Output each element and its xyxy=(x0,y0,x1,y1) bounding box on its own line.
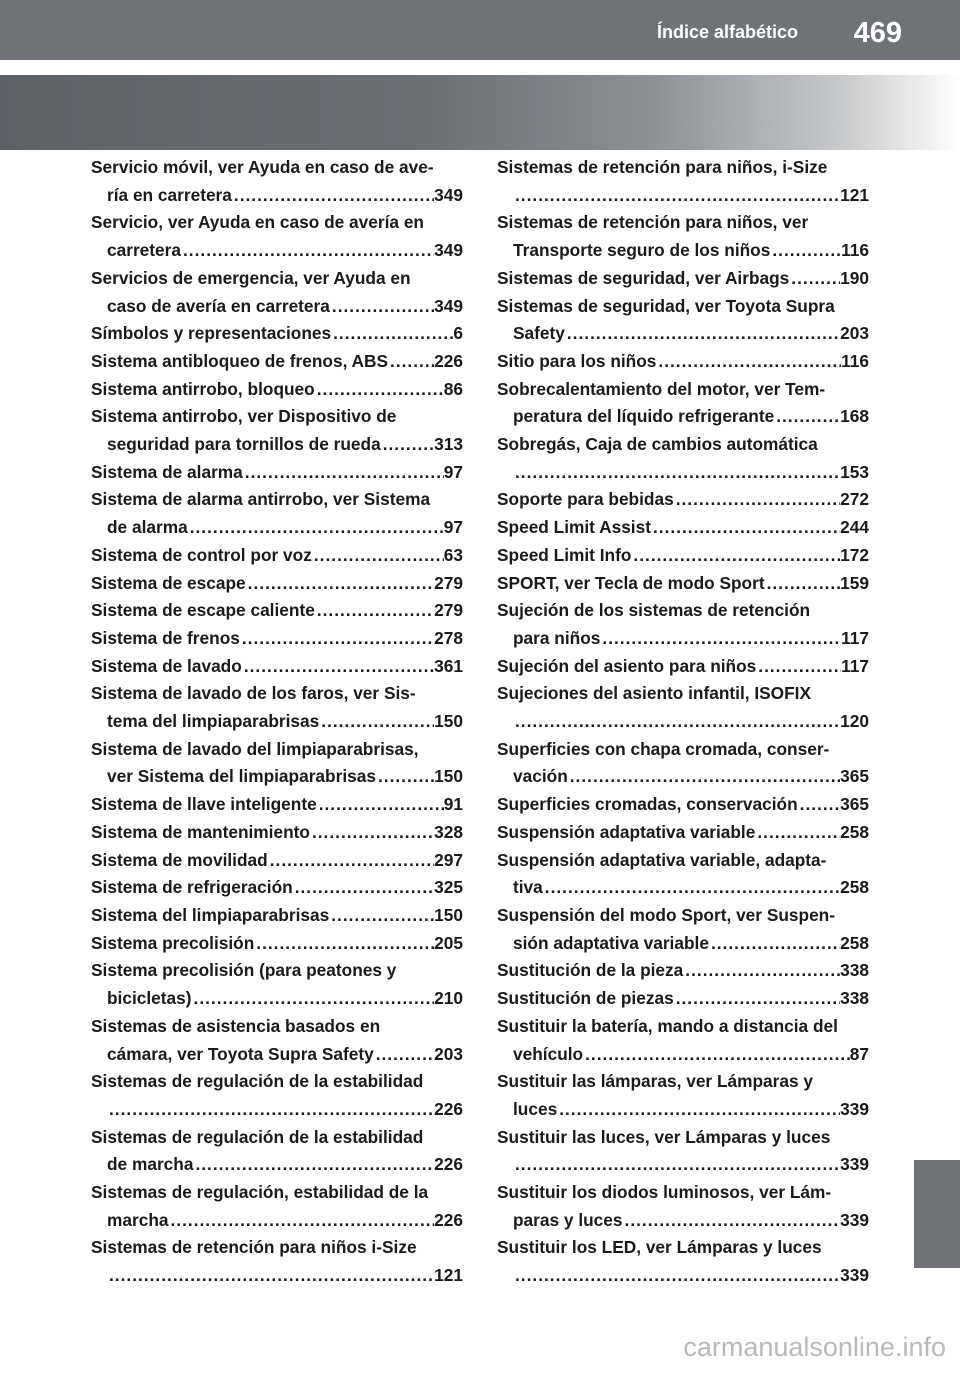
index-entry-last-line xyxy=(497,237,869,265)
dot-leader xyxy=(254,930,434,958)
index-entry-page: 339 xyxy=(840,1265,869,1286)
index-entry-last-line xyxy=(91,625,463,653)
index-entry xyxy=(91,154,463,209)
index-entry xyxy=(91,376,463,404)
index-entry-last-line xyxy=(497,1207,869,1235)
index-entry-last-line xyxy=(91,1096,463,1124)
index-entry xyxy=(497,847,869,902)
index-entry-page: 258 xyxy=(840,877,869,898)
dot-leader xyxy=(293,874,434,902)
index-entry xyxy=(91,625,463,653)
index-entry-last-line xyxy=(91,182,463,210)
index-entry xyxy=(91,819,463,847)
index-entry-last-line xyxy=(497,625,869,653)
dot-leader xyxy=(192,985,435,1013)
index-entry-text: Sujeción del asiento para niños xyxy=(497,655,757,676)
index-entry-text: Sistema antirrobo, bloqueo xyxy=(91,378,315,399)
dot-leader xyxy=(789,265,840,293)
dot-leader xyxy=(374,1041,434,1069)
index-entry-page: 97 xyxy=(443,461,463,482)
index-entry-text: Sistema de frenos xyxy=(91,627,240,648)
index-entry-last-line xyxy=(497,542,869,570)
index-entry xyxy=(91,570,463,598)
index-entry xyxy=(91,486,463,541)
index-entry-line: Sistema precolisión (para peatones y xyxy=(91,960,397,981)
index-entry-last-line xyxy=(497,1262,869,1290)
decorative-banner xyxy=(0,75,960,150)
index-entry-page: 117 xyxy=(841,655,869,676)
index-entry xyxy=(91,957,463,1012)
index-entry-last-line xyxy=(91,514,463,542)
index-entry-last-line xyxy=(91,847,463,875)
index-entry-page: 159 xyxy=(840,572,869,593)
index-entry-line: Servicio, ver Ayuda en caso de avería en xyxy=(91,212,424,233)
dot-leader xyxy=(188,514,444,542)
dot-leader xyxy=(513,182,840,210)
index-entry-text: Sistema de mantenimiento xyxy=(91,821,310,842)
index-entry-page: 210 xyxy=(434,988,463,1009)
index-entry-page: 349 xyxy=(434,184,463,205)
index-entry-line: Sustituir los diodos luminosos, ver Lám- xyxy=(497,1182,832,1203)
index-entry xyxy=(497,653,869,681)
index-entry xyxy=(497,486,869,514)
index-entry-last-line xyxy=(497,819,869,847)
index-entry-text: Suspensión adaptativa variable xyxy=(497,821,756,842)
chapter-tab xyxy=(914,1160,960,1268)
index-entry-page: 190 xyxy=(840,267,869,288)
index-entry-text: Sistema de control por voz xyxy=(91,544,312,565)
index-entry xyxy=(497,514,869,542)
dot-leader xyxy=(319,708,434,736)
index-entry-text: para niños xyxy=(513,627,601,648)
index-entry-text: vación xyxy=(513,766,568,787)
index-entry-text: Superficies cromadas, conservación xyxy=(497,794,798,815)
index-entry-text: Sitio para los niños xyxy=(497,350,657,371)
index-entry-last-line xyxy=(91,376,463,404)
index-entry-line: Sistema de alarma antirrobo, ver Sistema xyxy=(91,489,431,510)
index-entry-last-line xyxy=(497,403,869,431)
dot-leader xyxy=(543,874,840,902)
index-entry xyxy=(91,1124,463,1179)
index-entry-page: 226 xyxy=(434,1209,463,1230)
index-entry xyxy=(91,930,463,958)
index-entry-text: de alarma xyxy=(107,517,188,538)
index-entry-text: Speed Limit Assist xyxy=(497,517,651,538)
index-entry-page: 258 xyxy=(840,821,869,842)
index-entry-text: Sistema de refrigeración xyxy=(91,877,293,898)
index-entry-line: Sistema de lavado de los faros, ver Sis- xyxy=(91,683,416,704)
index-entry-line: Servicio móvil, ver Ayuda en caso de ave- xyxy=(91,157,434,177)
index-entry-text: caso de avería en carretera xyxy=(107,295,330,316)
index-entry xyxy=(497,736,869,791)
dot-leader xyxy=(232,182,434,210)
dot-leader xyxy=(181,237,434,265)
index-entry-page: 226 xyxy=(434,1098,463,1119)
index-entry-last-line xyxy=(91,1041,463,1069)
dot-leader xyxy=(568,763,840,791)
dot-leader xyxy=(583,1041,850,1069)
dot-leader xyxy=(331,320,453,348)
index-entry-page: 349 xyxy=(434,240,463,261)
index-entry-line: Servicios de emergencia, ver Ayuda en xyxy=(91,267,411,288)
section-title: Índice alfabético xyxy=(656,22,798,42)
index-entry-text: peratura del líquido refrigerante xyxy=(513,406,775,427)
index-entry xyxy=(91,736,463,791)
index-entry xyxy=(91,1068,463,1123)
index-entry-text: Sistema del limpiaparabrisas xyxy=(91,904,330,925)
index-entry-text: Sistema de escape xyxy=(91,572,246,593)
index-entry-page: 203 xyxy=(840,323,869,344)
index-entry-text: Safety xyxy=(513,323,565,344)
index-entry-last-line xyxy=(497,320,869,348)
index-entry-text: Sustitución de piezas xyxy=(497,988,674,1009)
index-entry-page: 91 xyxy=(443,794,463,815)
index-entry xyxy=(91,680,463,735)
dot-leader xyxy=(315,376,444,404)
dot-leader xyxy=(557,1096,840,1124)
index-entry-text: Sistema precolisión xyxy=(91,932,255,953)
index-entry-last-line xyxy=(91,763,463,791)
index-entry-page: 338 xyxy=(840,960,869,981)
index-entry xyxy=(91,403,463,458)
index-entry-page: 226 xyxy=(434,1154,463,1175)
dot-leader xyxy=(513,1262,840,1290)
index-entry xyxy=(497,1234,869,1289)
index-entry-last-line xyxy=(91,708,463,736)
dot-leader xyxy=(107,1262,434,1290)
index-entry-last-line xyxy=(91,819,463,847)
dot-leader xyxy=(565,320,840,348)
index-entry-page: 361 xyxy=(434,655,463,676)
header-bar xyxy=(0,0,960,60)
dot-leader xyxy=(683,957,840,985)
index-entry-text: carretera xyxy=(107,240,181,261)
dot-leader xyxy=(765,570,841,598)
page-number: 469 xyxy=(853,17,902,49)
index-entry xyxy=(497,791,869,819)
index-entry-last-line xyxy=(91,237,463,265)
index-entry xyxy=(497,1124,869,1179)
index-entry-line: Sistema de lavado del limpiaparabrisas, xyxy=(91,738,419,759)
watermark: carmanualsonline.info xyxy=(683,1332,946,1362)
index-entry-last-line xyxy=(91,930,463,958)
index-entry-line: Sobregás, Caja de cambios automática xyxy=(497,434,818,455)
index-entry xyxy=(91,1013,463,1068)
index-entry-last-line xyxy=(91,1207,463,1235)
index-entry-text: Sistema de llave inteligente xyxy=(91,794,317,815)
index-entry-text: marcha xyxy=(107,1209,169,1230)
dot-leader xyxy=(513,708,840,736)
index-entry-page: 6 xyxy=(453,323,463,344)
index-entry-last-line xyxy=(497,182,869,210)
index-entry-last-line xyxy=(497,348,869,376)
index-entry-last-line xyxy=(497,486,869,514)
index-entry xyxy=(497,542,869,570)
dot-leader xyxy=(774,403,840,431)
index-entry-page: 278 xyxy=(434,627,463,648)
index-entry-line: Suspensión del modo Sport, ver Suspen- xyxy=(497,904,835,925)
index-entry xyxy=(497,1179,869,1234)
index-entry-last-line xyxy=(497,570,869,598)
index-entry-line: Sistema antirrobo, ver Dispositivo de xyxy=(91,406,397,427)
index-entry xyxy=(497,957,869,985)
index-entry xyxy=(91,847,463,875)
index-entry xyxy=(91,348,463,376)
index-entry-page: 153 xyxy=(840,461,869,482)
index-entry-text: Sistemas de seguridad, ver Airbags xyxy=(497,267,790,288)
index-entry xyxy=(497,348,869,376)
index-entry-last-line xyxy=(91,542,463,570)
index-entry xyxy=(497,902,869,957)
index-entry-line: Sobrecalentamiento del motor, ver Tem- xyxy=(497,378,826,399)
dot-leader xyxy=(513,459,840,487)
index-entry-last-line xyxy=(91,791,463,819)
index-entry-page: 150 xyxy=(434,711,463,732)
index-entry-page: 339 xyxy=(840,1098,869,1119)
index-entry xyxy=(497,985,869,1013)
index-entry-last-line xyxy=(91,874,463,902)
index-entry xyxy=(91,209,463,264)
index-entry-page: 86 xyxy=(443,378,463,399)
index-entry-page: 226 xyxy=(434,350,463,371)
index-entry-page: 244 xyxy=(840,517,869,538)
dot-leader xyxy=(674,985,840,1013)
index-entry-last-line xyxy=(497,708,869,736)
index-entry xyxy=(91,1179,463,1234)
dot-leader xyxy=(388,348,434,376)
dot-leader xyxy=(656,348,841,376)
dot-leader xyxy=(376,763,434,791)
dot-leader xyxy=(651,514,840,542)
index-entry-last-line xyxy=(497,459,869,487)
index-entry xyxy=(497,209,869,264)
index-entry-text: Speed Limit Info xyxy=(497,544,632,565)
index-entry-last-line xyxy=(91,902,463,930)
index-entry-page: 121 xyxy=(840,184,869,205)
index-entry-text: Sistema de escape caliente xyxy=(91,600,315,621)
index-entry-text: tiva xyxy=(513,877,543,898)
index-entry-text: SPORT, ver Tecla de modo Sport xyxy=(497,572,765,593)
index-entry-page: 338 xyxy=(840,988,869,1009)
index-entry-page: 328 xyxy=(434,821,463,842)
index-entry-text: sión adaptativa variable xyxy=(513,932,709,953)
index-entry-last-line xyxy=(91,597,463,625)
dot-leader xyxy=(330,293,434,321)
index-entry-page: 168 xyxy=(840,406,869,427)
index-entry-text: Sistema antibloqueo de frenos, ABS xyxy=(91,350,389,371)
index-entry-page: 116 xyxy=(841,350,869,371)
index-entry xyxy=(497,376,869,431)
index-entry xyxy=(497,1013,869,1068)
index-entry xyxy=(497,680,869,735)
index-entry-last-line xyxy=(497,1096,869,1124)
dot-leader xyxy=(268,847,434,875)
index-entry-last-line xyxy=(497,791,869,819)
index-entry-last-line xyxy=(497,514,869,542)
index-entry xyxy=(91,902,463,930)
index-entry-last-line xyxy=(497,930,869,958)
index-entry xyxy=(91,542,463,570)
index-entry xyxy=(497,597,869,652)
index-entry xyxy=(497,1068,869,1123)
index-entry-page: 120 xyxy=(840,711,869,732)
index-entry-text: ver Sistema del limpiaparabrisas xyxy=(107,766,376,787)
index-entry-last-line xyxy=(497,957,869,985)
index-entry-page: 150 xyxy=(434,904,463,925)
index-entry xyxy=(91,265,463,320)
index-entry-line: Sistemas de regulación de la estabilidad xyxy=(91,1126,424,1147)
index-entry-page: 272 xyxy=(840,489,869,510)
dot-leader xyxy=(709,930,840,958)
dot-leader xyxy=(242,653,434,681)
index-entry-last-line xyxy=(91,570,463,598)
index-entry-page: 150 xyxy=(434,766,463,787)
index-entry-line: Sujeciones del asiento infantil, ISOFIX xyxy=(497,683,812,704)
index-column-left xyxy=(91,154,463,1290)
index-entry-line: Sistemas de retención para niños, ver xyxy=(497,212,809,233)
index-entry-page: 339 xyxy=(840,1209,869,1230)
index-column-right xyxy=(497,154,869,1290)
index-entry-last-line xyxy=(91,431,463,459)
index-entry-last-line xyxy=(497,653,869,681)
dot-leader xyxy=(312,542,444,570)
index-entry-last-line xyxy=(497,1151,869,1179)
index-entry-text: Sustitución de la pieza xyxy=(497,960,684,981)
index-entry-text: tema del limpiaparabrisas xyxy=(107,711,320,732)
index-entry-text: bicicletas) xyxy=(107,988,192,1009)
index-entry-text: Sistema de movilidad xyxy=(91,849,268,870)
index-entry-page: 121 xyxy=(434,1265,463,1286)
index-entry-last-line xyxy=(91,293,463,321)
index-entry-last-line xyxy=(497,874,869,902)
dot-leader xyxy=(315,597,434,625)
index-entry-line: Sustituir la batería, mando a distancia del xyxy=(497,1015,838,1036)
index-entry xyxy=(497,431,869,486)
index-entry-page: 63 xyxy=(443,544,463,565)
index-entry-last-line xyxy=(91,653,463,681)
index-entry-text: Soporte para bebidas xyxy=(497,489,674,510)
index-entry-line: Sistemas de asistencia basados en xyxy=(91,1015,381,1036)
index-entry-page: 365 xyxy=(840,794,869,815)
index-entry-line: Sistemas de retención para niños, i-Size xyxy=(497,157,828,177)
index-entry xyxy=(91,791,463,819)
index-entry-line: Sistemas de seguridad, ver Toyota Supra xyxy=(497,295,835,316)
index-entry-text: ría en carretera xyxy=(107,184,232,205)
index-entry-page: 279 xyxy=(434,600,463,621)
dot-leader xyxy=(631,542,840,570)
index-entry-page: 297 xyxy=(434,849,463,870)
index-entry-page: 339 xyxy=(840,1154,869,1175)
index-entry-line: Sistemas de regulación, estabilidad de la xyxy=(91,1182,429,1203)
dot-leader xyxy=(623,1207,841,1235)
index-entry xyxy=(91,653,463,681)
index-entry-page: 365 xyxy=(840,766,869,787)
dot-leader xyxy=(107,1096,434,1124)
index-entry-page: 117 xyxy=(841,627,869,648)
dot-leader xyxy=(329,902,434,930)
index-entry-line: Suspensión adaptativa variable, adapta- xyxy=(497,849,827,870)
dot-leader xyxy=(168,1207,434,1235)
dot-leader xyxy=(243,459,444,487)
index-entry-text: seguridad para tornillos de rueda xyxy=(107,434,381,455)
index-entry xyxy=(91,320,463,348)
index-entry-text: Sistema de lavado xyxy=(91,655,242,676)
index-entry xyxy=(91,1234,463,1289)
index-entry-last-line xyxy=(497,1041,869,1069)
index-entry-text: luces xyxy=(513,1098,558,1119)
index-entry-page: 203 xyxy=(434,1043,463,1064)
index-entry-last-line xyxy=(497,763,869,791)
index-entry-text: de marcha xyxy=(107,1154,194,1175)
index-entry xyxy=(497,819,869,847)
index-entry-page: 205 xyxy=(434,932,463,953)
index-entry xyxy=(91,459,463,487)
dot-leader xyxy=(246,570,434,598)
index-entry-page: 172 xyxy=(840,544,869,565)
index-entry-page: 325 xyxy=(434,877,463,898)
index-entry-line: Sustituir los LED, ver Lámparas y luces xyxy=(497,1237,822,1258)
index-entry-text: cámara, ver Toyota Supra Safety xyxy=(107,1043,374,1064)
index-entry-last-line xyxy=(91,1262,463,1290)
index-entry xyxy=(91,597,463,625)
index-entry xyxy=(91,874,463,902)
index-entry xyxy=(497,154,869,209)
index-entry-page: 313 xyxy=(434,434,463,455)
index-entry-line: Sujeción de los sistemas de retención xyxy=(497,600,811,621)
index-entry-page: 349 xyxy=(434,295,463,316)
index-entry-last-line xyxy=(91,1151,463,1179)
dot-leader xyxy=(193,1151,434,1179)
dot-leader xyxy=(600,625,841,653)
index-entry xyxy=(497,570,869,598)
index-entry-line: Sistemas de regulación de la estabilidad xyxy=(91,1071,424,1092)
index-entry-text: vehículo xyxy=(513,1043,584,1064)
index-entry-text: Transporte seguro de los niños xyxy=(513,240,771,261)
dot-leader xyxy=(513,1151,840,1179)
index-entry-page: 116 xyxy=(841,240,869,261)
index-entry-page: 258 xyxy=(840,932,869,953)
index-entry-last-line xyxy=(497,265,869,293)
index-entry xyxy=(497,293,869,348)
dot-leader xyxy=(755,819,840,847)
dot-leader xyxy=(240,625,434,653)
index-entry-text: Sistema de alarma xyxy=(91,461,243,482)
dot-leader xyxy=(310,819,434,847)
dot-leader xyxy=(756,653,841,681)
index-entry-page: 97 xyxy=(443,517,463,538)
index-entry-text: paras y luces xyxy=(513,1209,623,1230)
index-entry-page: 279 xyxy=(434,572,463,593)
index-entry-line: Superficies con chapa cromada, conser- xyxy=(497,738,830,759)
index-entry-last-line xyxy=(497,985,869,1013)
index-entry-last-line xyxy=(91,459,463,487)
dot-leader xyxy=(317,791,444,819)
index-entry-line: Sustituir las lámparas, ver Lámparas y xyxy=(497,1071,814,1092)
dot-leader xyxy=(798,791,841,819)
index-entry-page: 87 xyxy=(849,1043,869,1064)
index-entry-line: Sistemas de retención para niños i-Size xyxy=(91,1237,417,1258)
index-entry xyxy=(497,265,869,293)
index-entry-last-line xyxy=(91,985,463,1013)
index-entry-last-line xyxy=(91,320,463,348)
index-entry-line: Sustituir las luces, ver Lámparas y luces xyxy=(497,1126,831,1147)
index-entry-last-line xyxy=(91,348,463,376)
dot-leader xyxy=(381,431,434,459)
dot-leader xyxy=(674,486,840,514)
index-entry-text: Símbolos y representaciones xyxy=(91,323,332,344)
dot-leader xyxy=(770,237,841,265)
